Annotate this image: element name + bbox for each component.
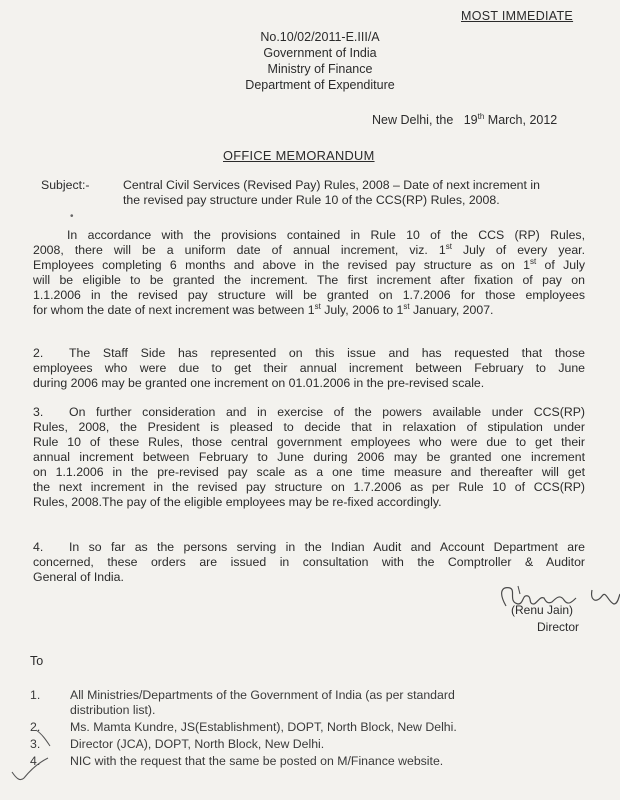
subject-text: Central Civil Services (Revised Pay) Rules, 2008 – Date of next increment in the revised pay structure under Rule 10 of the CCS(RP) Rules, 2008. <box>123 178 540 207</box>
to-label: To <box>30 654 44 668</box>
government-label: Government of India <box>263 46 377 60</box>
distribution-item: 1. All Ministries/Departments of the Government of India (as per standard <box>30 688 455 702</box>
paragraph-3: 3. On further consideration and in exercise of the powers available under CCS(RP) Rules, 2008, the President is pleased to decide that in relaxation of stipulation under Rule 10 of these Rules, those central government employees who were due to get their annual increment between February to June during 2006 may be granted one increment on 1.1.2006 in the pre-revised pay scale as a one time measure and thereafter will get the next increment in the revised pay structure on 1.7.2006 as per Rule 10 of CCS(RP) Rules, 2008.The pay of the eligible employees may be re-fixed accordingly. <box>33 405 585 509</box>
memo-date: New Delhi, the 19th March, 2012 <box>372 111 558 127</box>
urgency-label: MOST IMMEDIATE <box>461 9 574 23</box>
distribution-item: 3. Director (JCA), DOPT, North Block, New Delhi. <box>30 737 325 751</box>
memo-title: OFFICE MEMORANDUM <box>223 148 375 163</box>
signatory-designation: Director <box>537 620 580 634</box>
distribution-item: 4. NIC with the request that the same be posted on M/Finance website. <box>30 754 444 768</box>
ministry-label: Ministry of Finance <box>267 62 373 76</box>
distribution-item-continued: distribution list). <box>70 703 156 717</box>
stray-mark: • <box>70 211 74 222</box>
department-label: Department of Expenditure <box>245 78 395 92</box>
subject-label: Subject:- <box>41 178 90 192</box>
signatory-name: (Renu Jain) <box>511 603 574 617</box>
paragraph-4: 4. In so far as the persons serving in the Indian Audit and Account Department are concerned, these orders are issued in consultation with the Comptroller & Auditor General of India. <box>33 540 585 584</box>
paragraph-1: In accordance with the provisions contained in Rule 10 of the CCS (RP) Rules, 2008, there will be a uniform date of annual increment, viz. 1st July of every year. Employees completing 6 months and above in the revised pay structure as on 1st of July will be eligible to be granted the increment. The first increment after fixation of pay on 1.1.2006 in the revised pay structure will be granted on 1.7.2006 for those employees for whom the date of next increment was between 1st July, 2006 to 1st January, 2007. <box>33 228 585 317</box>
handwritten-tick-marks <box>6 728 76 788</box>
reference-number: No.10/02/2011-E.III/A <box>260 30 380 44</box>
distribution-item: 2. Ms. Mamta Kundre, JS(Establishment), DOPT, North Block, New Delhi. <box>30 720 457 734</box>
paragraph-2: 2. The Staff Side has represented on this issue and has requested that those employees who were due to get their annual increment between February to June during 2006 may be granted one increment on 01.01.2006 in the pre-revised scale. <box>33 346 585 390</box>
